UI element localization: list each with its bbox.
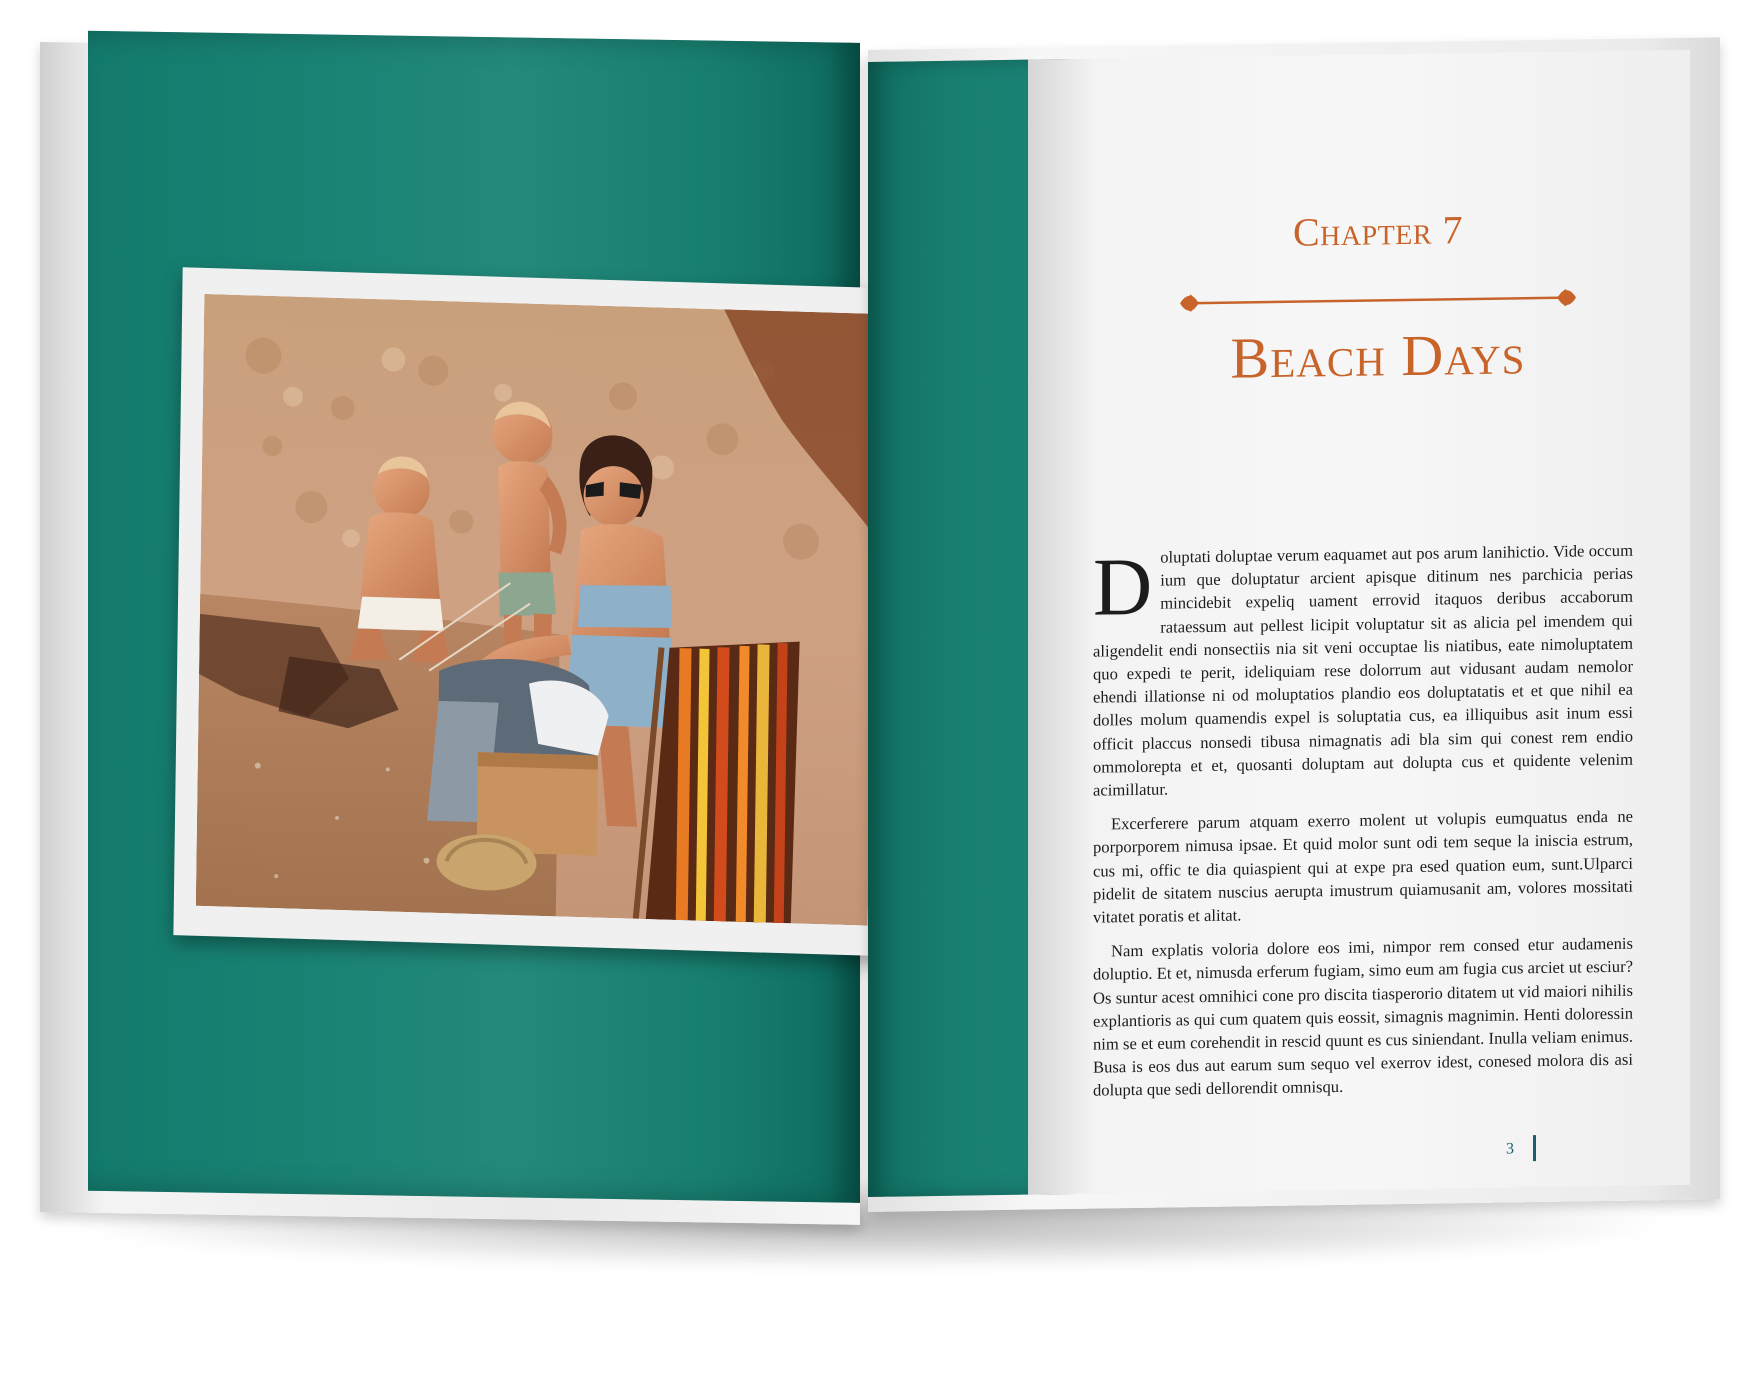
right-page [868,27,1720,1210]
chapter-title: Beach Days [1230,321,1526,391]
chapter-body-text [1093,539,1633,1114]
flourish-divider-icon [1168,277,1588,323]
paragraph-3: Nam explatis voloria dolore eos imi, nimpor rem consed etur audamenis doluptio. Et et, nimusda erferum fugiam, simo eum am fugia cus arciet ut esciur? Os suntur acest omnihici cone pro discita tiasperorio ditatem ut vid maiori nihilis explantioris as qui cum quatem quis eossit, simagnis magnimin. Henti doloressin nim se et eum corehendit in rescid quunt es cus siniendant. Inulla veliam enimus. Busa is eos dus aut earum sum sequo vel exerrov idest, conesed molora dis asi dolupta que sedi dellorendit omnisqu. [1093,933,1633,1101]
striped-beach-chair [636,637,800,924]
photo-frame [173,267,896,956]
paragraph-1-text: oluptati doluptae verum eaquamet aut pos arum lanihictio. Vide occum ium que doluptatur arcient apisque ditinum nes parchicia perias mincidebit expeliq uament errovid itaquos deribus accaborum rataessum aut pellest licipit voluptatur sit as alicia pel imendem qui aligendelit endi nonsectiis nia sit veni occuptae lis niatibus, eate nimoluptatem quo expedi te perit, ideliquiam rese dolorrum aut vidusant audam nemolor ehendi illationse ni od moluptatios plandio eos doluptatatis et et que nihil ea dolles molum quamendis expel is soluptatia cus, ea illiquibus asit inum essi officit placcus nonsedi tibusa nimagnatis adi bla sim qui conest rem endio ommolorepta et et, quosanti doluptam aut dolupta cus et quidente velenim acimillatur. [1093,540,1633,800]
paragraph-2: Excerferere parum atquam exerro molent ut volupis eumquatus enda ne porporporem nimusa ipsae. Et quid molor sunt odi tem seque la iniscia estrum, cus mi, offic te dia quiaspient qui at expe pra esed quation eum, sunt.Ulparci pidelit de sitatem nuscius aerupta imustrum quiamusanit am, volores mossitati vitatet poratis et alitat. [1093,806,1633,927]
beach-family-photo [196,294,876,926]
drop-cap: D [1093,540,1153,633]
paragraph-1 [1093,539,1633,802]
left-page-teal-background [88,31,860,1203]
vintage-beach-family-photo-icon [196,294,876,926]
chapter-label: Chapter 7 [1292,207,1464,255]
left-page [40,30,860,1223]
page-number-rule [1533,1135,1536,1161]
page-number: 3 [1506,1140,1514,1158]
